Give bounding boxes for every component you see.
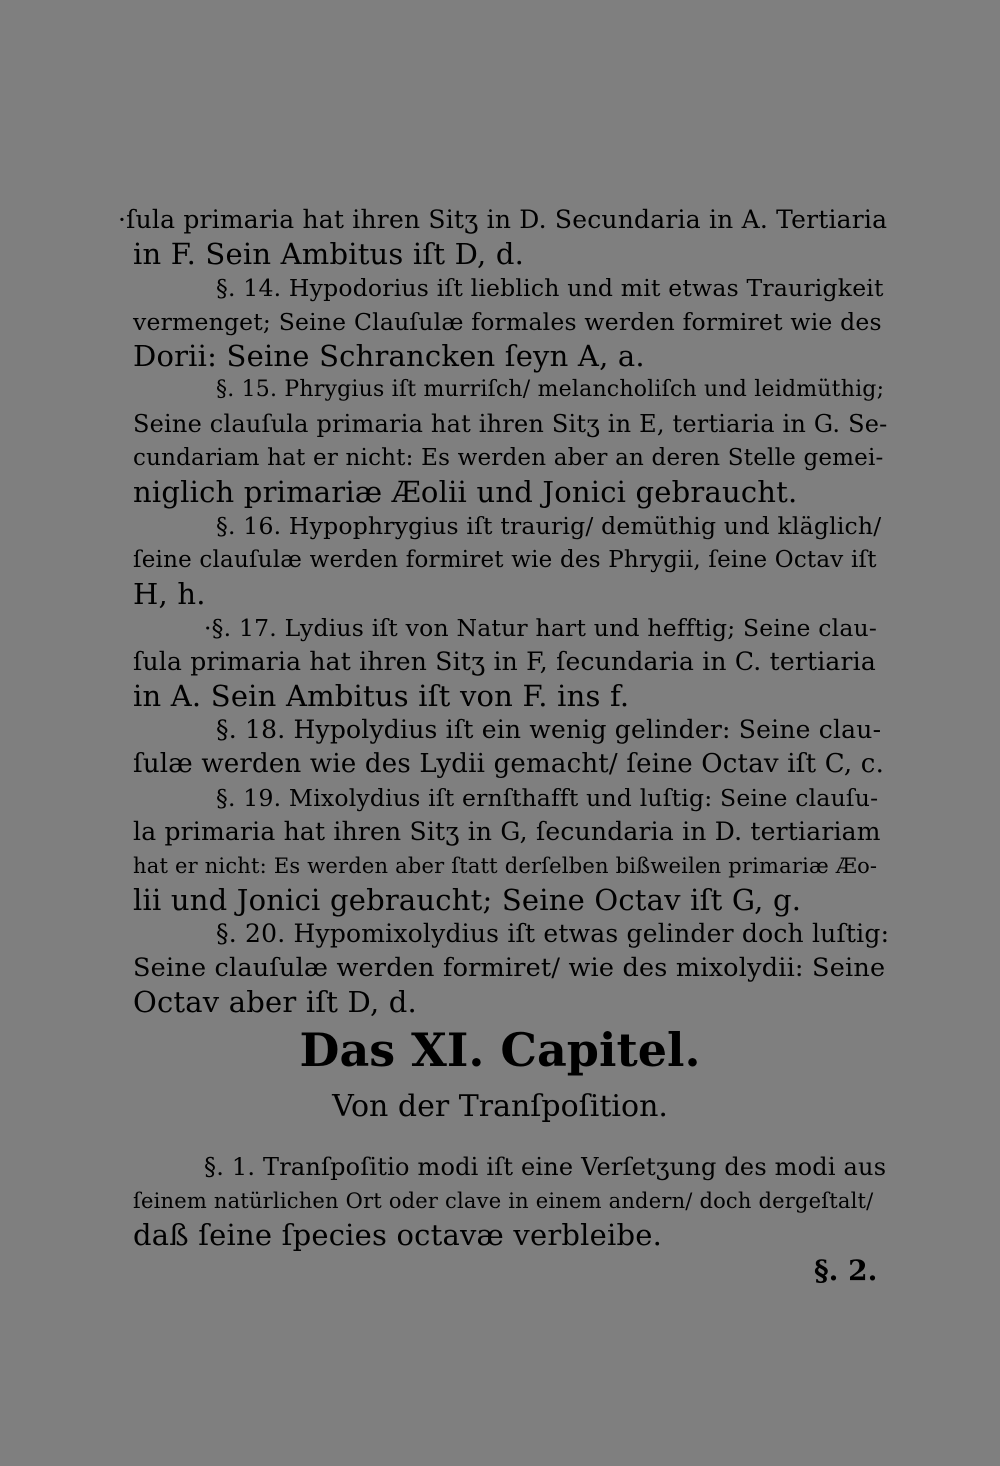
body-line: cundariam hat er nicht: Es werden aber an deren Stelle gemei- (133, 445, 884, 471)
section-14-line: §. 14. Hypodorius iſt lieblich und mit etwas Traurigkeit (216, 274, 884, 302)
body-line: hat er nicht: Es werden aber ſtatt derſelben bißweilen primariæ Æo- (133, 854, 878, 878)
section-20-line: §. 20. Hypomixolydius iſt etwas gelinder doch luſtig: (216, 919, 890, 948)
body-line: ſeine clauſulæ werden formiret wie des Phrygii, ſeine Octav iſt (133, 547, 877, 573)
catchword: §. 2. (814, 1254, 878, 1287)
body-line: Seine clauſulæ werden formiret/ wie des mixolydii: Seine (133, 953, 886, 983)
body-line: ſula primaria hat ihren Sitʒ in F, ſecundaria in C. tertiaria (133, 647, 876, 676)
body-line: Dorii: Seine Schrancken ſeyn A, a. (133, 339, 645, 373)
section-16-line: §. 16. Hypophrygius iſt traurig/ demüthig und kläglich/ (216, 512, 882, 540)
section-1-line: §. 1. Tranſpoſitio modi iſt eine Verſetʒung des modi aus (204, 1153, 887, 1181)
body-line: niglich primariæ Æolii und Jonici gebraucht. (133, 475, 798, 509)
body-line: in F. Sein Ambitus iſt D, d. (133, 237, 525, 271)
body-line: Seine clauſula primaria hat ihren Sitʒ in E, tertiaria in G. Se- (133, 410, 888, 438)
chapter-heading: Das XI. Capitel. (299, 1023, 701, 1077)
section-17-line: ·§. 17. Lydius iſt von Natur hart und hefftig; Seine clau- (204, 614, 878, 642)
body-line: in A. Sein Ambitus iſt von F. ins f. (133, 679, 630, 713)
body-line: ·ſula primaria hat ihren Sitʒ in D. Secundaria in A. Tertiaria (118, 205, 888, 234)
body-line: Octav aber iſt D, d. (133, 985, 417, 1019)
body-line: la primaria hat ihren Sitʒ in G, ſecundaria in D. tertiariam (133, 817, 881, 846)
section-18-line: §. 18. Hypolydius iſt ein wenig gelinder: Seine clau- (216, 715, 882, 744)
chapter-subtitle: Von der Tranſpoſition. (332, 1089, 668, 1124)
body-line: lii und Jonici gebraucht; Seine Octav iſt G, g. (133, 883, 802, 917)
section-19-line: §. 19. Mixolydius iſt ernſthafft und luſtig: Seine clauſu- (216, 784, 879, 812)
body-line: vermenget; Seine Clauſulæ formales werden formiret wie des (133, 308, 882, 336)
section-15-line: §. 15. Phrygius iſt murriſch/ melancholiſch und leidmüthig; (216, 377, 885, 402)
body-line: H, h. (133, 577, 206, 611)
body-line: daß ſeine ſpecies octavæ verbleibe. (133, 1218, 663, 1252)
body-line: ſulæ werden wie des Lydii gemacht/ ſeine Octav iſt C, c. (133, 749, 885, 779)
body-line: ſeinem natürlichen Ort oder clave in einem andern/ doch dergeſtalt/ (133, 1189, 874, 1213)
